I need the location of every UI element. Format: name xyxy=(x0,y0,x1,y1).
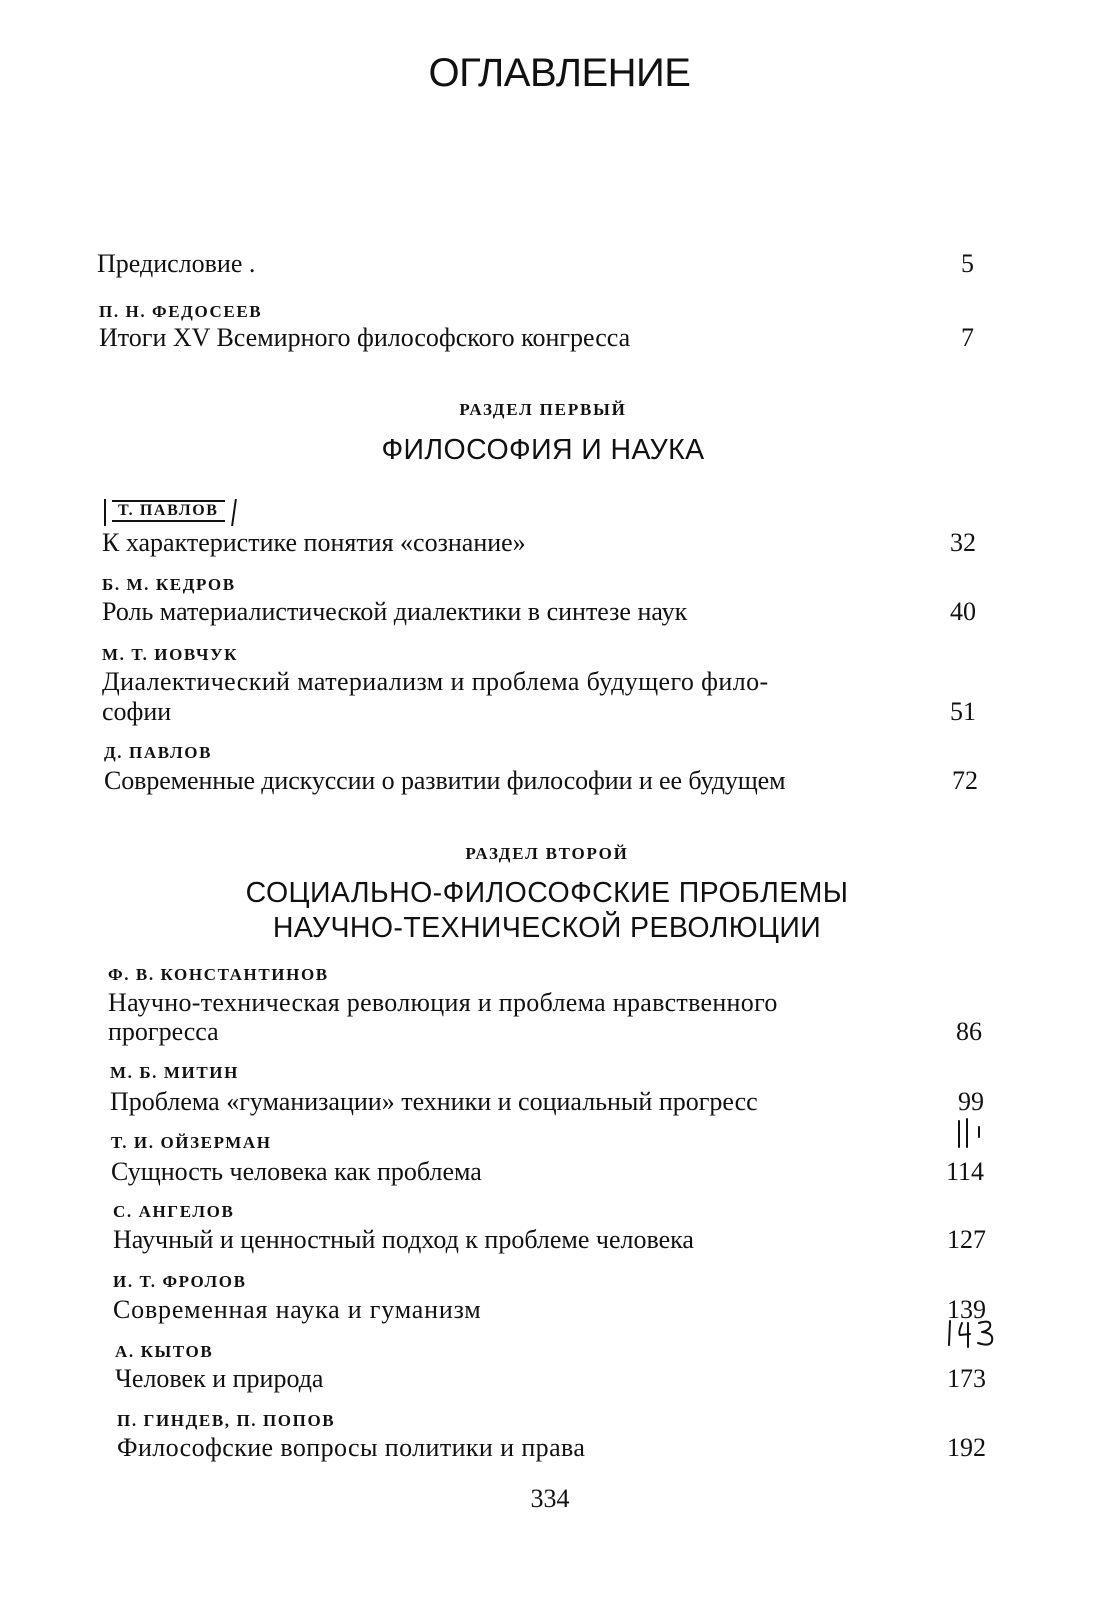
intro-title: Итоги XV Всемирного философского конгресса xyxy=(99,323,631,352)
s2-entry1-page: 86 xyxy=(956,1017,982,1046)
footer-page-number: 334 xyxy=(530,1484,570,1513)
page-title: ОГЛАВЛЕНИЕ xyxy=(428,51,691,95)
s2-entry3-title: Сущность человека как проблема xyxy=(111,1157,482,1186)
preface-title: Предисловие . xyxy=(97,249,256,278)
handwritten-note-143 xyxy=(944,1315,1004,1349)
s2-entry2-page: 99 xyxy=(958,1087,984,1116)
s1-entry4-title: Современные дискуссии о развитии философии и ее будущем xyxy=(104,766,786,795)
s1-entry3-title-line2: софии xyxy=(102,697,172,726)
s2-entry6-author: А. КЫТОВ xyxy=(115,1342,214,1361)
s1-entry1-page: 32 xyxy=(950,528,976,557)
s2-entry6-page: 173 xyxy=(947,1364,986,1393)
s1-entry4-page: 72 xyxy=(952,766,978,795)
s1-entry2-page: 40 xyxy=(950,597,976,626)
s1-entry3-title-line1: Диалектический материализм и проблема будущего фило- xyxy=(102,667,769,696)
s2-entry7-title: Философские вопросы политики и права xyxy=(117,1433,586,1462)
s2-entry4-author: С. АНГЕЛОВ xyxy=(113,1202,235,1221)
boxed-author-name: Т. ПАВЛОВ xyxy=(112,500,225,522)
s2-entry5-author: И. Т. ФРОЛОВ xyxy=(113,1272,247,1291)
s2-entry1-title-line1: Научно-техническая революция и проблема нравственного xyxy=(108,988,778,1017)
section1-label: РАЗДЕЛ ПЕРВЫЙ xyxy=(459,400,627,419)
section1-title: ФИЛОСОФИЯ И НАУКА xyxy=(381,434,705,466)
s2-entry5-page: 139 xyxy=(947,1295,986,1324)
s2-entry1-title-line2: прогресса xyxy=(108,1017,219,1046)
s1-entry3-author: М. Т. ИОВЧУК xyxy=(102,645,239,664)
s2-entry6-title: Человек и природа xyxy=(115,1364,324,1393)
s2-entry4-title: Научный и ценностный подход к проблеме человека xyxy=(113,1225,694,1254)
s2-entry1-author: Ф. В. КОНСТАНТИНОВ xyxy=(108,965,329,984)
s2-entry4-page: 127 xyxy=(947,1225,986,1254)
section2-title-line1: СОЦИАЛЬНО-ФИЛОСОФСКИЕ ПРОБЛЕМЫ xyxy=(245,877,849,909)
preface-page: 5 xyxy=(961,249,974,278)
s1-entry1-title: К характеристике понятия «сознание» xyxy=(102,528,526,557)
s1-entry2-author: Б. М. КЕДРОВ xyxy=(102,575,236,594)
s2-entry2-title: Проблема «гуманизации» техники и социальный прогресс xyxy=(110,1087,758,1116)
section2-title-line2: НАУЧНО-ТЕХНИЧЕСКОЙ РЕВОЛЮЦИИ xyxy=(272,912,822,944)
s2-entry3-author: Т. И. ОЙЗЕРМАН xyxy=(111,1133,272,1152)
s1-entry3-page: 51 xyxy=(950,697,976,726)
section2-label: РАЗДЕЛ ВТОРОЙ xyxy=(465,844,629,863)
s1-entry1-author xyxy=(112,499,225,522)
handwritten-note-111 xyxy=(952,1117,992,1151)
s1-entry4-author: Д. ПАВЛОВ xyxy=(104,743,213,762)
s2-entry3-page: 114 xyxy=(945,1157,984,1186)
intro-author: П. Н. ФЕДОСЕЕВ xyxy=(99,302,263,321)
s2-entry7-author: П. ГИНДЕВ, П. ПОПОВ xyxy=(117,1411,336,1430)
s2-entry5-title: Современная наука и гуманизм xyxy=(113,1295,482,1324)
s2-entry7-page: 192 xyxy=(947,1433,986,1462)
s2-entry2-author: М. Б. МИТИН xyxy=(110,1063,239,1082)
s1-entry2-title: Роль материалистической диалектики в синтезе наук xyxy=(102,597,688,626)
intro-page: 7 xyxy=(961,323,974,352)
